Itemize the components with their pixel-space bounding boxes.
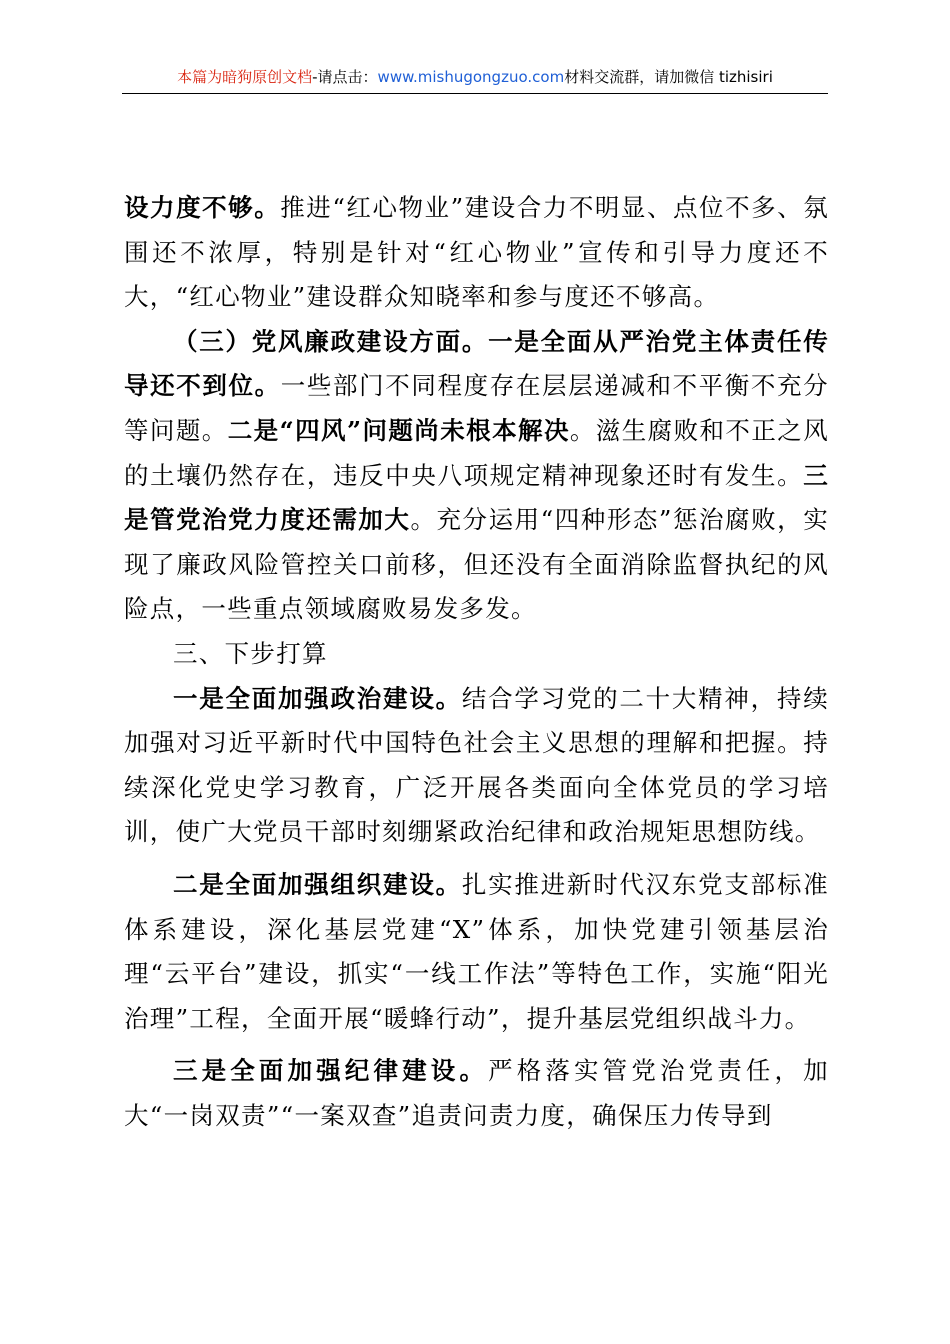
header-prompt: -请点击： xyxy=(312,68,378,86)
header-divider xyxy=(122,93,828,94)
paragraph-2-point-2: 二是“四风”问题尚未根本解决 xyxy=(227,415,570,445)
page-header xyxy=(122,66,828,88)
paragraph-2-text-3: 。充分运用“四种形态”惩治腐败，实现了廉政风险管控关口前移，但还没有全面消除监督执纪的风险点，一些重点领域腐败易发多发。 xyxy=(124,505,829,624)
paragraph-2-point-3: 三是管党治党力度还需加大 xyxy=(124,460,829,535)
paragraph-1-text: 推进“红心物业”建设合力不明显、点位不多、氛围还不浓厚，特别是针对“红心物业”宣传和引导力度还不大，“红心物业”建设群众知晓率和参与度还不够高。 xyxy=(124,193,829,312)
header-link[interactable]: www.mishugongzuo.com xyxy=(377,68,565,86)
paragraph-2-text-2: 。滋生腐败和不正之风的土壤仍然存在，违反中央八项规定精神现象还时有发生。 xyxy=(124,415,830,490)
paragraph-2-lead: （三）党风廉政建设方面。一是全面从严治党主体责任传导还不到位。 xyxy=(124,326,829,401)
paragraph-1 xyxy=(124,186,829,320)
paragraph-4-text: 扎实推进新时代汉东党支部标准体系建设，深化基层党建“X”体系，加快党建引领基层治理“云平台”建设，抓实“一线工作法”等特色工作，实施“阳光治理”工程，全面开展“暖蜂行动”，提升基层党组织战斗力。 xyxy=(124,869,829,1033)
paragraph-1-lead: 设力度不够。 xyxy=(124,193,281,222)
document-body xyxy=(124,186,829,1138)
paragraph-5 xyxy=(124,1049,829,1138)
header-contact: 材料交流群，请加微信 tizhisiri xyxy=(564,68,773,86)
paragraph-3-text: 结合学习党的二十大精神，持续加强对习近平新时代中国特色社会主义思想的理解和把握。持续深化党史学习教育，广泛开展各类面向全体党员的学习培训，使广大党员干部时刻绷紧政治纪律和政治规矩思想防线。 xyxy=(124,683,829,847)
paragraph-2 xyxy=(124,320,829,632)
section-heading-3: 三、下步打算 xyxy=(173,638,328,668)
paragraph-4-lead: 二是全面加强组织建设。 xyxy=(173,869,462,899)
paragraph-2-text-1: 一些部门不同程度存在层层递减和不平衡不充分等问题。 xyxy=(124,371,829,445)
paragraph-5-text: 严格落实管党治党责任，加大“一岗双责”“一案双查”追责问责力度，确保压力传导到 xyxy=(124,1056,829,1130)
paragraph-3-lead: 一是全面加强政治建设。 xyxy=(173,683,462,713)
paragraph-4 xyxy=(124,863,829,1041)
paragraph-3 xyxy=(124,677,829,855)
paragraph-5-lead: 三是全面加强纪律建设。 xyxy=(173,1056,489,1086)
header-title: 本篇为暗狗原创文档 xyxy=(177,68,313,86)
